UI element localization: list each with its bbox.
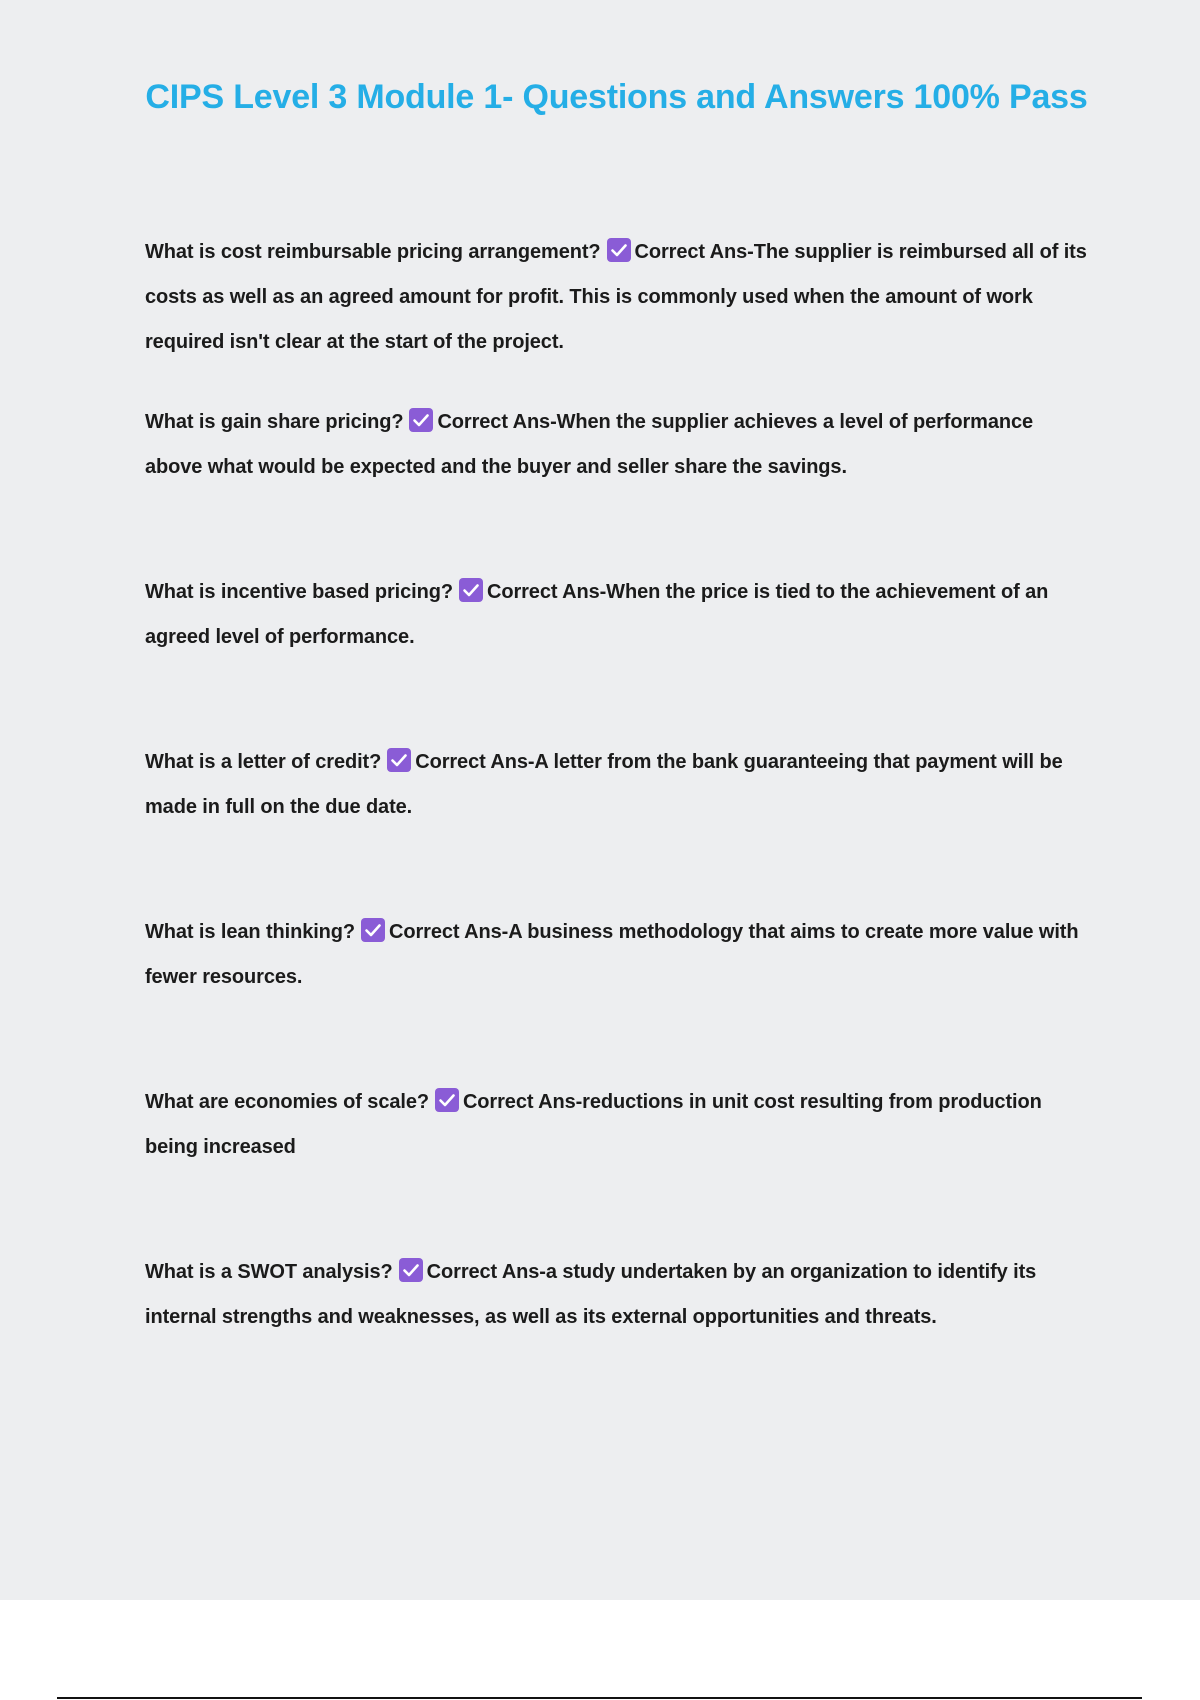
answer-text: Correct Ans-a study undertaken by an organization to identify its internal strengths and weaknesses, as well as its external opportunities and threats. (145, 1261, 1037, 1328)
check-box-icon (399, 1258, 423, 1282)
qa-item (145, 1250, 1093, 1420)
qa-item (145, 570, 1093, 740)
qa-item (145, 400, 1093, 570)
question-text: What is a letter of credit? (145, 751, 382, 773)
check-box-icon (607, 238, 631, 262)
question-text: What is gain share pricing? (145, 411, 404, 433)
qa-list (145, 230, 1093, 1420)
question-text: What is a SWOT analysis? (145, 1261, 393, 1283)
check-box-icon (361, 918, 385, 942)
answer-text: Correct Ans-A letter from the bank guaranteeing that payment will be made in full on the due date. (145, 751, 1063, 818)
qa-item (145, 910, 1093, 1080)
question-text: What is lean thinking? (145, 921, 356, 943)
qa-item (145, 230, 1093, 400)
check-box-icon (459, 578, 483, 602)
question-text: What are economies of scale? (145, 1091, 429, 1113)
document-title: CIPS Level 3 Module 1- Questions and Answers 100% Pass (145, 78, 1088, 116)
qa-item (145, 1080, 1093, 1250)
qa-item (145, 740, 1093, 910)
answer-text: Correct Ans-A business methodology that aims to create more value with fewer resources. (145, 921, 1079, 988)
check-box-icon (387, 748, 411, 772)
answer-text: Correct Ans-When the supplier achieves a level of performance above what would be expected and the buyer and seller share the savings. (145, 411, 1034, 478)
answer-text: Correct Ans-When the price is tied to the achievement of an agreed level of performance. (145, 581, 1049, 648)
question-text: What is cost reimbursable pricing arrangement? (145, 241, 601, 263)
check-box-icon (435, 1088, 459, 1112)
answer-text: Correct Ans-reductions in unit cost resulting from production being increased (145, 1091, 1042, 1158)
answer-text: Correct Ans-The supplier is reimbursed all of its costs as well as an agreed amount for profit. This is commonly used when the amount of work required isn't clear at the start of the project. (145, 241, 1087, 353)
question-text: What is incentive based pricing? (145, 581, 453, 603)
check-box-icon (409, 408, 433, 432)
footer-divider (57, 1697, 1142, 1699)
